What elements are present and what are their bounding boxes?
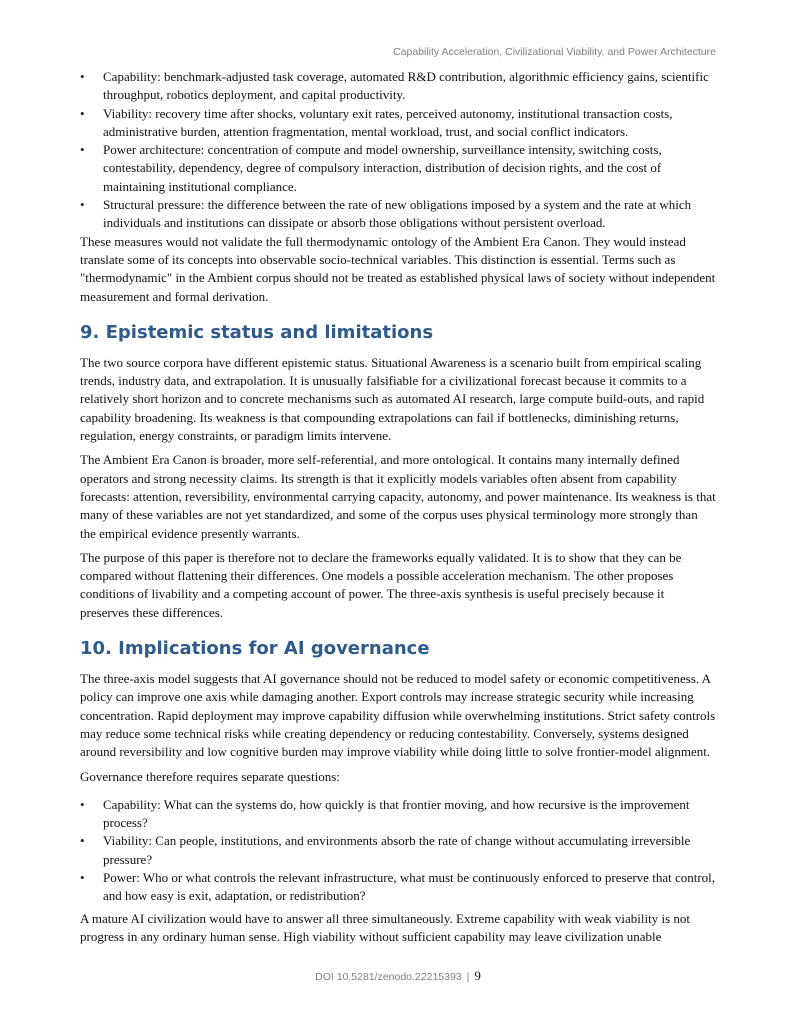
bullet-icon: • (80, 142, 85, 158)
bullet-icon: • (80, 796, 85, 812)
bullet-icon: • (80, 105, 85, 121)
governance-questions-list (80, 796, 716, 906)
footer-separator: | (466, 971, 470, 983)
paragraph: A mature AI civilization would have to answer all three simultaneously. Extreme capability with weak viability is not progress in any ordinary human sense. High viability without sufficient capability may leave civilization unable (80, 910, 691, 944)
bullet-icon: • (80, 869, 85, 885)
page-number: 9 (474, 968, 481, 983)
bullet-icon: • (80, 69, 85, 84)
document-body (80, 68, 716, 946)
paragraph-measures: These measures would not validate the full thermodynamic ontology of the Ambient Era Canon. They would instead translate some of its concepts into observable socio-technical variables. This distinction is essential. Terms such as "thermodynamic" in the Ambient corpus should not be treated as established physical laws of society without independent measurement and formal derivation. (80, 233, 716, 304)
measures-list (80, 68, 716, 233)
bullet-icon: • (80, 197, 85, 213)
list-item: • Power: Who or what controls the relevant infrastructure, what must be continuously enforced to preserve that control, and how easy is exit, adaptation, or redistribution? (80, 869, 716, 904)
doi-label: DOI 10.5281/zenodo.22215393 (315, 971, 462, 983)
list-item: • Viability: recovery time after shocks, voluntary exit rates, perceived autonomy, institutional transaction costs, administrative burden, attention fragmentation, mental workload, trust, and social conflict indicators. (80, 105, 673, 139)
paragraph: The three-axis model suggests that AI governance should not be reduced to model safety or economic competitiveness. A policy can improve one axis while damaging another. Export controls may increase strategic security while increasing concentration. Rapid deployment may improve capability diffusion while overwhelming institutions. Strict safety controls may reduce some technical risks while creating dependency or reducing contestability. Conversely, systems designed around reversibility and low cognitive burden may improve viability while doing little to solve frontier-model alignment. (80, 671, 716, 760)
list-item: • Structural pressure: the difference between the rate of new obligations imposed by a system and the rate at which individuals and institutions can dissipate or absorb those obligations without persistent overload. (80, 197, 692, 231)
running-header: Capability Acceleration, Civilizational Viability, and Power Architecture (393, 46, 716, 58)
paragraph: The Ambient Era Canon is broader, more self-referential, and more ontological. It contains many internally defined operators and strong necessity claims. Its strength is that it explicitly models variables often absent from capability forecasts: attention, reversibility, environmental carrying capacity, autonomy, and power maintenance. Its weakness is that many of these variables are not yet standardized, and some of the corpus uses physical terminology more strongly than the empirical evidence presently warrants. (80, 452, 716, 541)
section-heading-10: 10. Implications for AI governance (80, 638, 430, 660)
paragraph: The two source corpora have different epistemic status. Situational Awareness is a scenario built from empirical scaling trends, industry data, and extrapolation. It is unusually falsifiable for a civilizational forecast because it commits to a relatively short horizon and to concrete mechanisms such as automated AI research, large compute build-outs, and rapid capability broadening. Its weakness is that compounding extrapolations can fail if bottlenecks, diminishing returns, regulation, energy constraints, or paradigm limits intervene. (80, 354, 705, 444)
section-heading-9: 9. Epistemic status and limitations (80, 321, 434, 343)
paragraph: The purpose of this paper is therefore not to declare the frameworks equally validated. It is to show that they can be compared without flattening their differences. One models a possible acceleration mechanism. The other proposes conditions of livability and a competing account of power. The three-axis synthesis is useful precisely because it preserves these differences. (80, 549, 682, 620)
paragraph: Governance therefore requires separate questions: (80, 768, 340, 784)
list-item: • Power architecture: concentration of compute and model ownership, surveillance intensity, switching costs, contestability, dependency, degree of compulsory interaction, distribution of decision rights, and the cost of maintaining institutional compliance. (80, 142, 662, 194)
list-item: • Viability: Can people, institutions, and environments absorb the rate of change without accumulating irreversible pressure? (80, 833, 691, 867)
list-item: • Capability: What can the systems do, how quickly is that frontier moving, and how recursive is the improvement process? (80, 796, 690, 831)
bullet-icon: • (80, 833, 85, 849)
page-footer (0, 968, 796, 984)
list-item: • Capability: benchmark-adjusted task coverage, automated R&D contribution, algorithmic efficiency gains, scientific throughput, robotics deployment, and capital productivity. (80, 69, 709, 103)
